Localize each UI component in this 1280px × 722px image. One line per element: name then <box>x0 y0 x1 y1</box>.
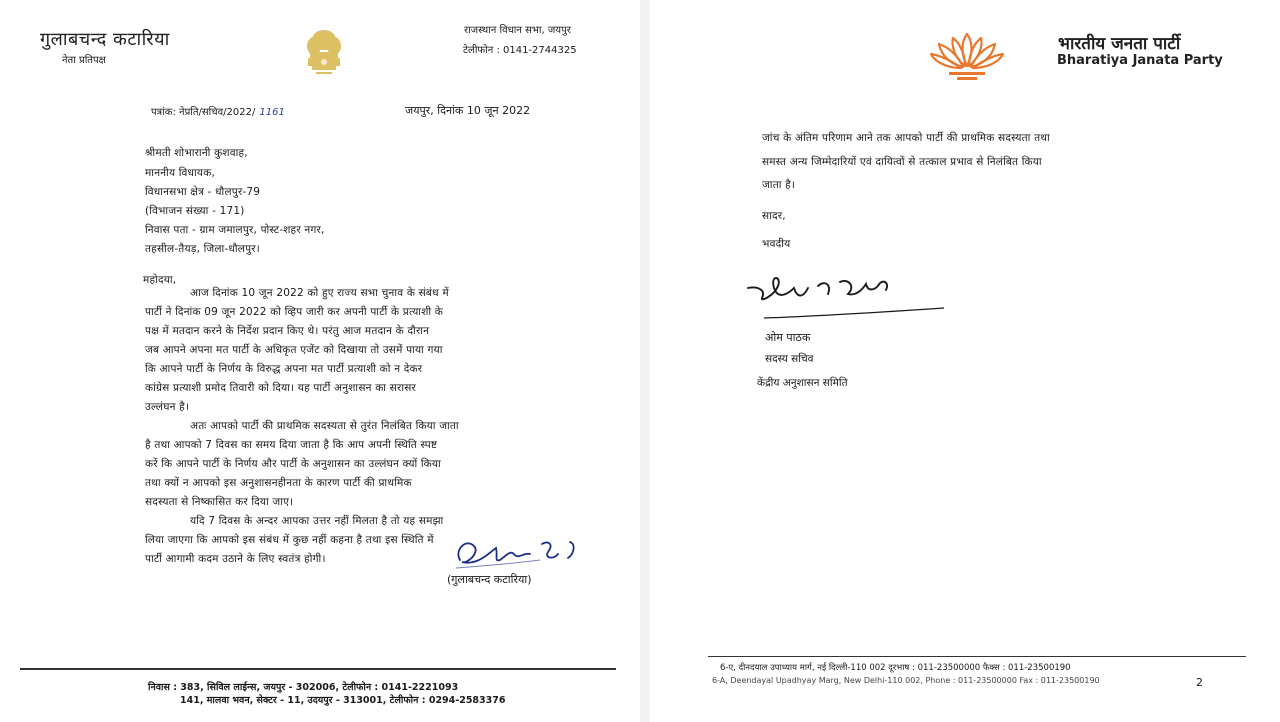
reference-prefix: पत्रांक: नेप्रति/सचिव/2022/ <box>151 107 256 118</box>
recipient-line: निवास पता - ग्राम जमालपुर, पोस्ट-शहर नगर, <box>145 224 325 236</box>
page-separator <box>640 0 650 722</box>
recipient-line: तहसील-तैयड़, जिला-धौलपुर। <box>145 243 260 255</box>
footer-divider <box>708 656 1246 657</box>
body-line: कि आपने पार्टी के निर्णय के विरुद्ध अपना मत पार्टी प्रत्याशी को न देकर <box>145 363 423 375</box>
body-line: है तथा आपको 7 दिवस का समय दिया जाता है कि आप अपनी स्थिति स्पष्ट <box>145 439 438 451</box>
signer-committee: केंद्रीय अनुशासन समिति <box>757 377 848 389</box>
body-line: जाता है। <box>762 179 796 191</box>
signature-image <box>744 266 954 326</box>
salutation: महोदया, <box>143 274 177 286</box>
left-letter <box>0 0 636 722</box>
body-line: कांग्रेस प्रत्याशी प्रमोद तिवारी को दिया। यह पार्टी अनुशासन का सरासर <box>145 382 417 394</box>
body-line: करें कि आपने पार्टी के निर्णय और पार्टी के अनुशासन का उल्लंघन क्यों किया <box>145 458 441 470</box>
bjp-lotus-logo-icon <box>927 30 1007 88</box>
body-line: सदस्यता से निष्कासित कर दिया जाए। <box>145 496 294 508</box>
recipient-line: विधानसभा क्षेत्र - धौलपुर-79 <box>145 186 261 198</box>
letter-date: जयपुर, दिनांक 10 जून 2022 <box>405 104 531 117</box>
letterhead-name: गुलाबचन्द कटारिया <box>40 29 170 50</box>
recipient-line: माननीय विधायक, <box>145 167 216 179</box>
closing-yours: भवदीय <box>762 238 791 250</box>
body-line: अतः आपको पार्टी की प्राथमिक सदस्यता से तुरंत निलंबित किया जाता <box>190 420 459 432</box>
closing-regards: सादर, <box>762 210 786 222</box>
body-line: पार्टी आगामी कदम उठाने के लिए स्वतंत्र होगी। <box>145 553 326 565</box>
reference-number <box>151 104 285 118</box>
party-name-english: Bharatiya Janata Party <box>1057 53 1223 68</box>
signature-image <box>450 530 600 578</box>
body-line: यदि 7 दिवस के अन्दर आपका उत्तर नहीं मिलता है तो यह समझा <box>190 515 444 527</box>
letterhead-designation: नेता प्रतिपक्ष <box>62 55 106 66</box>
recipient-line: (विभाजन संख्या - 171) <box>145 205 245 217</box>
signer-name: ओम पाठक <box>765 331 811 344</box>
body-line: पक्ष में मतदान करने के निर्देश प्रदान किए थे। परंतु आज मतदान के दौरान <box>145 325 430 337</box>
body-line: समस्त अन्य जिम्मेदारियों एवं दायित्वों से तत्काल प्रभाव से निलंबित किया <box>762 156 1042 168</box>
reference-handwritten-number: 1161 <box>259 107 285 118</box>
body-line: उल्लंघन है। <box>145 401 190 413</box>
body-line: पार्टी ने दिनांक 09 जून 2022 को व्हिप जारी कर अपनी पार्टी के प्रत्याशी के <box>145 306 444 318</box>
right-letter <box>652 0 1280 722</box>
page-number: 2 <box>1196 676 1203 689</box>
body-line: लिया जाएगा कि आपको इस संबंध में कुछ नहीं कहना है तथा इस स्थिति में <box>145 534 434 546</box>
footer-address: 141, मालवा भवन, सेक्टर - 11, उदयपुर - 313001, टेलीफोन : 0294-2583376 <box>180 695 506 706</box>
footer-divider <box>20 668 616 670</box>
body-line: तथा क्यों न आपको इस अनुशासनहीनता के कारण पार्टी की प्राथमिक <box>145 477 412 489</box>
body-line: आज दिनांक 10 जून 2022 को हुए राज्य सभा चुनाव के संबंध में <box>190 287 449 299</box>
national-emblem-icon <box>300 26 348 88</box>
signer-title: सदस्य सचिव <box>765 353 814 365</box>
footer-address: निवास : 383, सिविल लाईन्स, जयपुर - 302006, टेलीफोन : 0141-2221093 <box>148 682 459 693</box>
footer-address-english: 6-A, Deendayal Upadhyay Marg, New Delhi-110 002, Phone : 011-23500000 Fax : 011-23500190 <box>712 676 1100 685</box>
letterhead-address: राजस्थान विधान सभा, जयपुर <box>464 25 571 36</box>
body-line: जब आपने अपना मत पार्टी के अधिकृत एजेंट को दिखाया तो उसमें पाया गया <box>145 344 443 356</box>
signer-name: (गुलाबचन्द कटारिया) <box>447 573 532 586</box>
footer-address-hindi: 6-ए, दीनदयाल उपाध्याय मार्ग, नई दिल्ली-110 002 दूरभाष : 011-23500000 फैक्स : 011-23500190 <box>720 663 1071 673</box>
body-line: जांच के अंतिम परिणाम आने तक आपको पार्टी की प्राथमिक सदस्यता तथा <box>762 132 1050 144</box>
letterhead-phone: टेलीफोन : 0141-2744325 <box>463 45 577 56</box>
recipient-line: श्रीमती शोभारानी कुशवाह, <box>145 147 248 159</box>
party-name-hindi: भारतीय जनता पार्टी <box>1058 34 1181 54</box>
